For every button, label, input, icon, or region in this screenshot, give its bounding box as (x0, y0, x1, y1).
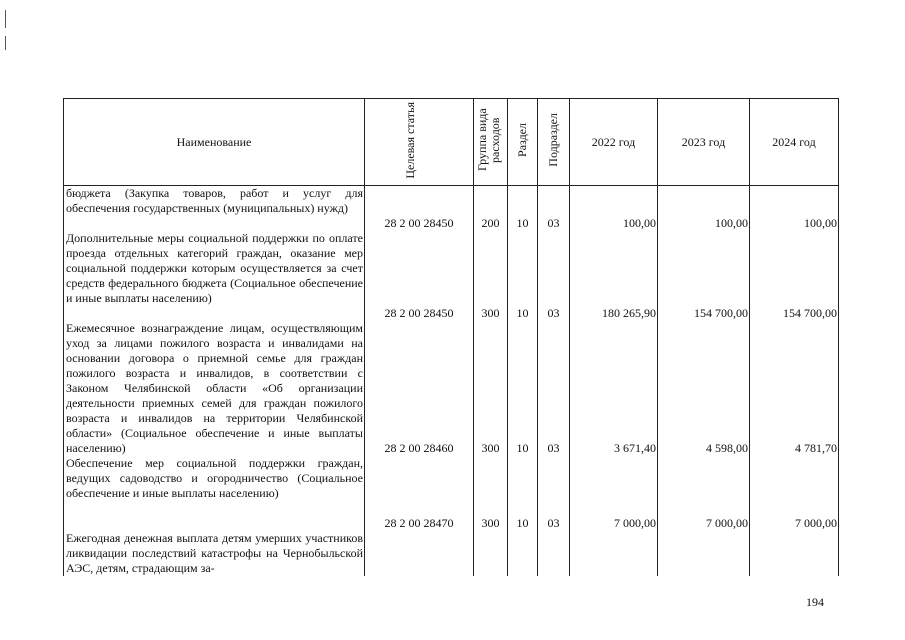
row-expense-group: 300 (474, 231, 508, 321)
row-name: Дополнительные меры социальной поддержки по оплате проезда отдельных категорий граждан, оказание мер социальной поддержки которым осуществляется за счет средств федерального бюджета (Социальное обеспечение и иные выплаты населению) (64, 231, 365, 321)
row-target-article: 28 2 00 28450 (365, 186, 474, 232)
header-target-article (365, 99, 474, 186)
row-value-2024: 100,00 (750, 186, 839, 232)
header-year-2024: 2024 год (750, 99, 839, 186)
header-expense-group-label: Группа вида расходов (474, 108, 502, 172)
row-value-2024: 4 781,70 (750, 321, 839, 456)
row-expense-group: 200 (474, 186, 508, 232)
budget-table (63, 98, 839, 576)
row-expense-group: 300 (474, 321, 508, 456)
row-value-2022 (570, 531, 658, 576)
table-row (64, 456, 839, 531)
row-expense-group (474, 531, 508, 576)
row-value-2023 (658, 531, 750, 576)
row-target-article: 28 2 00 28470 (365, 456, 474, 531)
budget-table-container (63, 98, 838, 580)
header-section-label: Раздел (515, 123, 529, 157)
row-subsection: 03 (538, 186, 570, 232)
scan-margin-mark-middle (5, 36, 6, 50)
header-section (508, 99, 538, 186)
header-year-2023: 2023 год (658, 99, 750, 186)
header-year-2022: 2022 год (570, 99, 658, 186)
row-target-article: 28 2 00 28460 (365, 321, 474, 456)
row-expense-group: 300 (474, 456, 508, 531)
row-section: 10 (508, 321, 538, 456)
row-value-2022: 7 000,00 (570, 456, 658, 531)
row-name: Ежегодная денежная выплата детям умерших участников ликвидации последствий катастрофы на Чернобыльской АЭС, детям, страдающим за- (64, 531, 365, 576)
row-section: 10 (508, 231, 538, 321)
header-subsection (538, 99, 570, 186)
row-subsection: 03 (538, 321, 570, 456)
row-value-2022: 3 671,40 (570, 321, 658, 456)
header-subsection-label: Подраздел (546, 113, 560, 167)
header-name: Наименование (64, 99, 365, 186)
row-value-2023: 7 000,00 (658, 456, 750, 531)
row-subsection: 03 (538, 231, 570, 321)
row-value-2023: 100,00 (658, 186, 750, 232)
row-value-2023: 4 598,00 (658, 321, 750, 456)
row-name: Ежемесячное вознаграждение лицам, осуществляющим уход за лицами пожилого возраста и инвалидами на основании договора о приемной семье для граждан пожилого возраста и инвалидов, в соответствии с Законом Челябинской области «Об организации деятельности приемных семей для граждан пожилого возраста и инвалидов на территории Челябинской области» (Социальное обеспечение и иные выплаты населению) (64, 321, 365, 456)
row-target-article (365, 531, 474, 576)
row-name: бюджета (Закупка товаров, работ и услуг для обеспечения государственных (муниципальных) нужд) (64, 186, 365, 232)
table-header-row (64, 99, 839, 186)
row-value-2022: 180 265,90 (570, 231, 658, 321)
page-number: 194 (806, 595, 824, 609)
row-value-2024 (750, 531, 839, 576)
row-value-2024: 7 000,00 (750, 456, 839, 531)
row-section (508, 531, 538, 576)
table-row (64, 231, 839, 321)
table-row (64, 186, 839, 232)
row-value-2024: 154 700,00 (750, 231, 839, 321)
table-row (64, 321, 839, 456)
header-target-article-label: Целевая статья (403, 101, 417, 179)
row-subsection: 03 (538, 456, 570, 531)
row-subsection (538, 531, 570, 576)
row-section: 10 (508, 456, 538, 531)
row-name: Обеспечение мер социальной поддержки граждан, ведущих садоводство и огородничество (Социальное обеспечение и иные выплаты населению) (64, 456, 365, 531)
row-value-2023: 154 700,00 (658, 231, 750, 321)
row-target-article: 28 2 00 28450 (365, 231, 474, 321)
row-value-2022: 100,00 (570, 186, 658, 232)
row-section: 10 (508, 186, 538, 232)
scan-margin-mark-top (5, 10, 6, 28)
header-expense-group (474, 99, 508, 186)
table-row (64, 531, 839, 576)
